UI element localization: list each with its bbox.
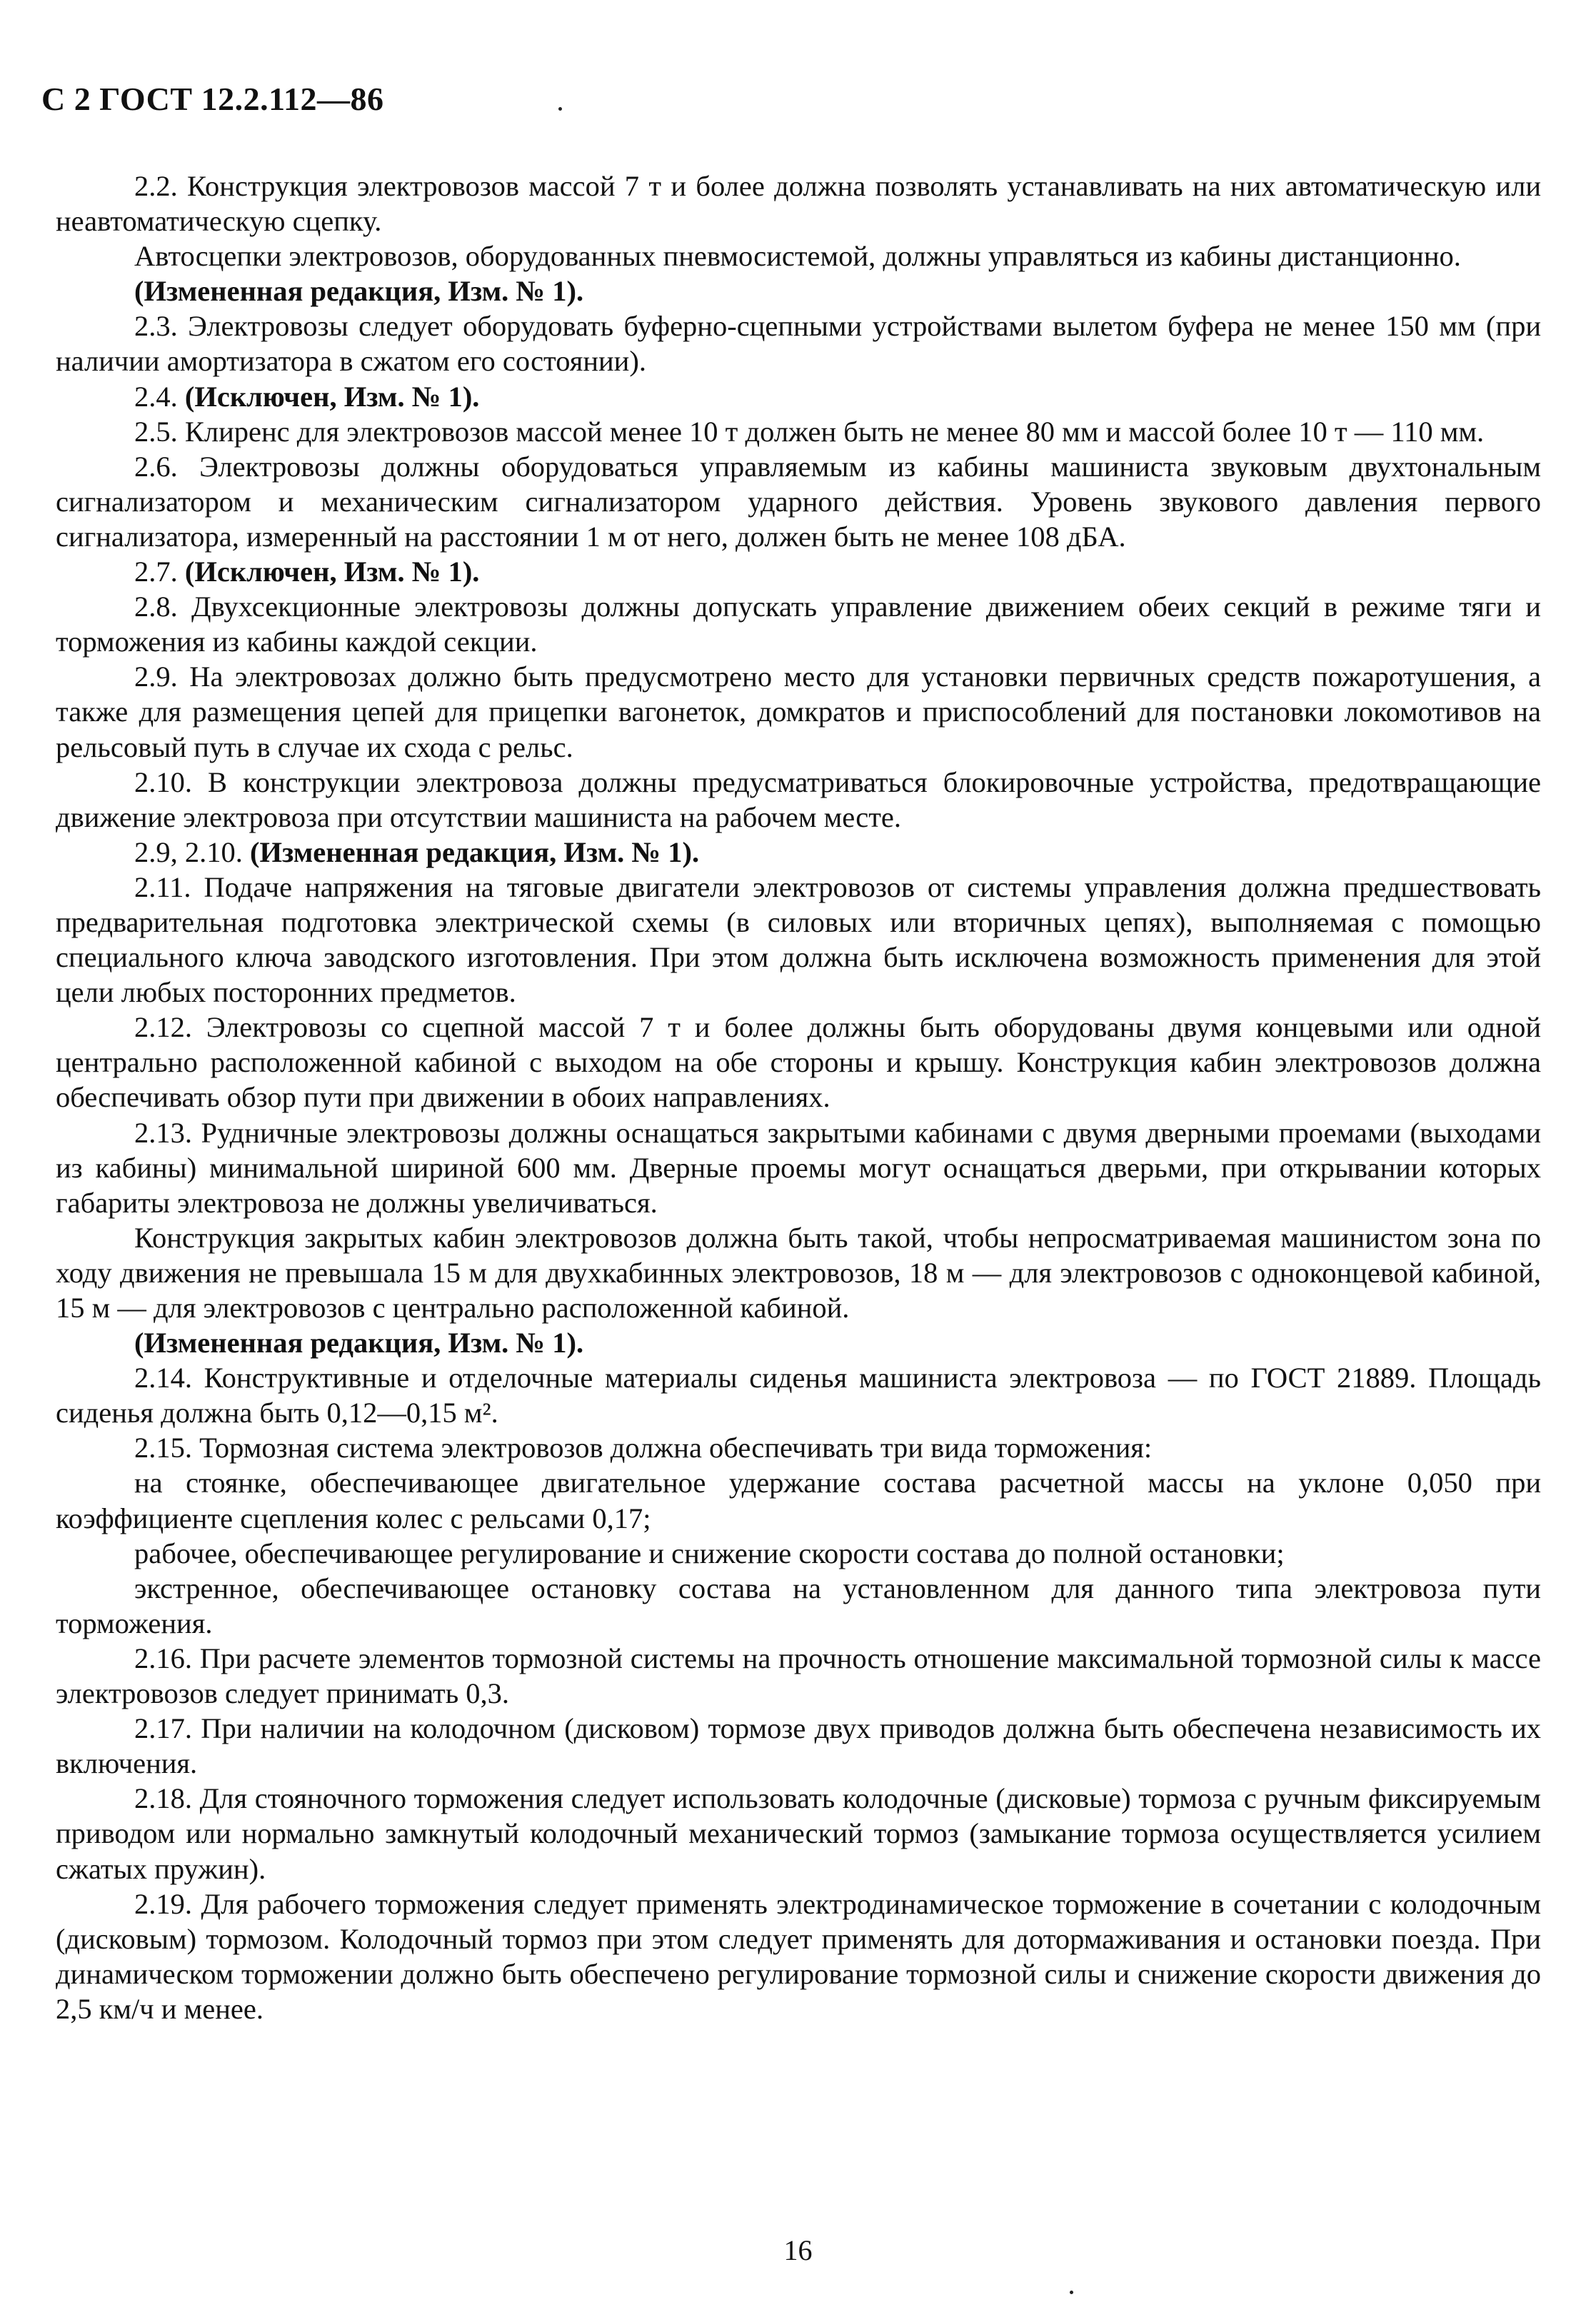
paragraph-2-9: 2.9. На электровозах должно быть предусмотрено место для установки первичных средств пожаротушения, а также для размещения цепей для прицепки вагонеток, домкратов и приспособлений для постановки локомотивов на рельсовый путь в случае их схода с рельс. <box>56 660 1541 763</box>
paragraph-2-8: 2.8. Двухсекционные электровозы должны допускать управление движением обеих секций в режиме тяги и торможения из кабины каждой секции. <box>56 590 1541 658</box>
scan-speck <box>558 107 562 111</box>
page-number: 16 <box>783 2234 813 2266</box>
scan-speck <box>1070 2291 1073 2294</box>
amendment-note: (Измененная редакция, Изм. № 1). <box>134 1327 584 1359</box>
paragraph-2-4: 2.4. (Исключен, Изм. № 1). <box>134 380 480 413</box>
document-body <box>56 169 1541 2026</box>
paragraph-2-14: 2.14. Конструктивные и отделочные материалы сиденья машиниста электровоза — по ГОСТ 21889. Площадь сиденья должна быть 0,12—0,15 м². <box>56 1362 1541 1429</box>
paragraph-2-15-parking: на стоянке, обеспечивающее двигательное удержание состава расчетной массы на уклоне 0,050 при коэффициенте сцепления колес с рельсами 0,17; <box>56 1467 1541 1534</box>
amendment-note: (Измененная редакция, Изм. № 1). <box>134 275 584 308</box>
paragraph-2-10: 2.10. В конструкции электровоза должны предусматриваться блокировочные устройства, предотвращающие движение электровоза при отсутствии машиниста на рабочем месте. <box>56 765 1541 833</box>
page-header: С 2 ГОСТ 12.2.112—86 <box>41 81 384 117</box>
paragraph-2-15: 2.15. Тормозная система электровозов должна обеспечивать три вида торможения: <box>134 1432 1153 1464</box>
paragraph-2-18: 2.18. Для стояночного торможения следует использовать колодочные (дисковые) тормоза с ручным фиксируемым приводом или нормально замкнутый колодочный механический тормоз (замыкание тормоза осуществляется усилием сжатых пружин). <box>56 1782 1541 1885</box>
paragraph-2-11: 2.11. Подаче напряжения на тяговые двигатели электровозов от системы управления должна предшествовать предварительная подготовка электрической схемы (в силовых или вторичных цепях), выполняемая с помощью специального ключа заводского изготовления. При этом должна быть исключена возможность применения для этой цели любых посторонних предметов. <box>56 870 1541 1009</box>
paragraph-2-3: 2.3. Электровозы следует оборудовать буферно-сцепными устройствами вылетом буфера не менее 150 мм (при наличии амортизатора в сжатом его состоянии). <box>56 310 1541 378</box>
paragraph-2-13-cabins: Конструкция закрытых кабин электровозов должна быть такой, чтобы непросматриваемая машинистом зона по ходу движения не превышала 15 м для двухкабинных электровозов, 18 м — для электровозов с одноконцевой кабиной, 15 м — для электровозов с центрально расположенной кабиной. <box>56 1221 1541 1324</box>
paragraph-2-7: 2.7. (Исключен, Изм. № 1). <box>134 556 480 588</box>
paragraph-2-12: 2.12. Электровозы со сцепной массой 7 т и более должны быть оборудованы двумя концевыми или одной центрально расположенной кабиной с выходом на обе стороны и крышу. Конструкция кабин электровозов должна обеспечивать обзор пути при движении в обоих направлениях. <box>56 1011 1541 1114</box>
paragraph-2-5: 2.5. Клиренс для электровозов массой менее 10 т должен быть не менее 80 мм и массой более 10 т — 110 мм. <box>134 415 1485 448</box>
paragraph-2-16: 2.16. При расчете элементов тормозной системы на прочность отношение максимальной тормозной силы к массе электровозов следует принимать 0,3. <box>56 1642 1541 1710</box>
paragraph-2-19: 2.19. Для рабочего торможения следует применять электродинамическое торможение в сочетании с колодочным (дисковым) тормозом. Колодочный тормоз при этом следует применять для дотормаживания и остановки поезда. При динамическом торможении должно быть обеспечено регулирование тормозной силы и снижение скорости движения до 2,5 км/ч и менее. <box>56 1887 1541 2025</box>
paragraph-2-6: 2.6. Электровозы должны оборудоваться управляемым из кабины машиниста звуковым двухтональным сигнализатором и механическим сигнализатором ударного действия. Уровень звукового давления первого сигнализатора, измеренный на расстоянии 1 м от него, должен быть не менее 108 дБА. <box>56 450 1541 553</box>
paragraph-2-13: 2.13. Рудничные электровозы должны оснащаться закрытыми кабинами с двумя дверными проемами (выходами из кабины) минимальной шириной 600 мм. Дверные проемы могут оснащаться дверьми, при открывании которых габариты электровоза не должны увеличиваться. <box>56 1116 1541 1219</box>
paragraph-2-17: 2.17. При наличии на колодочном (дисковом) тормозе двух приводов должна быть обеспечена независимость их включения. <box>56 1712 1541 1780</box>
paragraph-2-2: 2.2. Конструкция электровозов массой 7 т и более должна позволять устанавливать на них автоматическую или неавтоматическую сцепку. <box>56 170 1541 238</box>
amendment-note: 2.9, 2.10. (Измененная редакция, Изм. № 1). <box>134 835 700 868</box>
paragraph-2-15-emergency: экстренное, обеспечивающее остановку состава на установленном для данного типа электровоза пути торможения. <box>56 1572 1541 1639</box>
paragraph-2-2-autocoupler: Автосцепки электровозов, оборудованных пневмосистемой, должны управляться из кабины дистанционно. <box>134 240 1461 273</box>
paragraph-2-15-service: рабочее, обеспечивающее регулирование и снижение скорости состава до полной остановки; <box>134 1537 1285 1569</box>
